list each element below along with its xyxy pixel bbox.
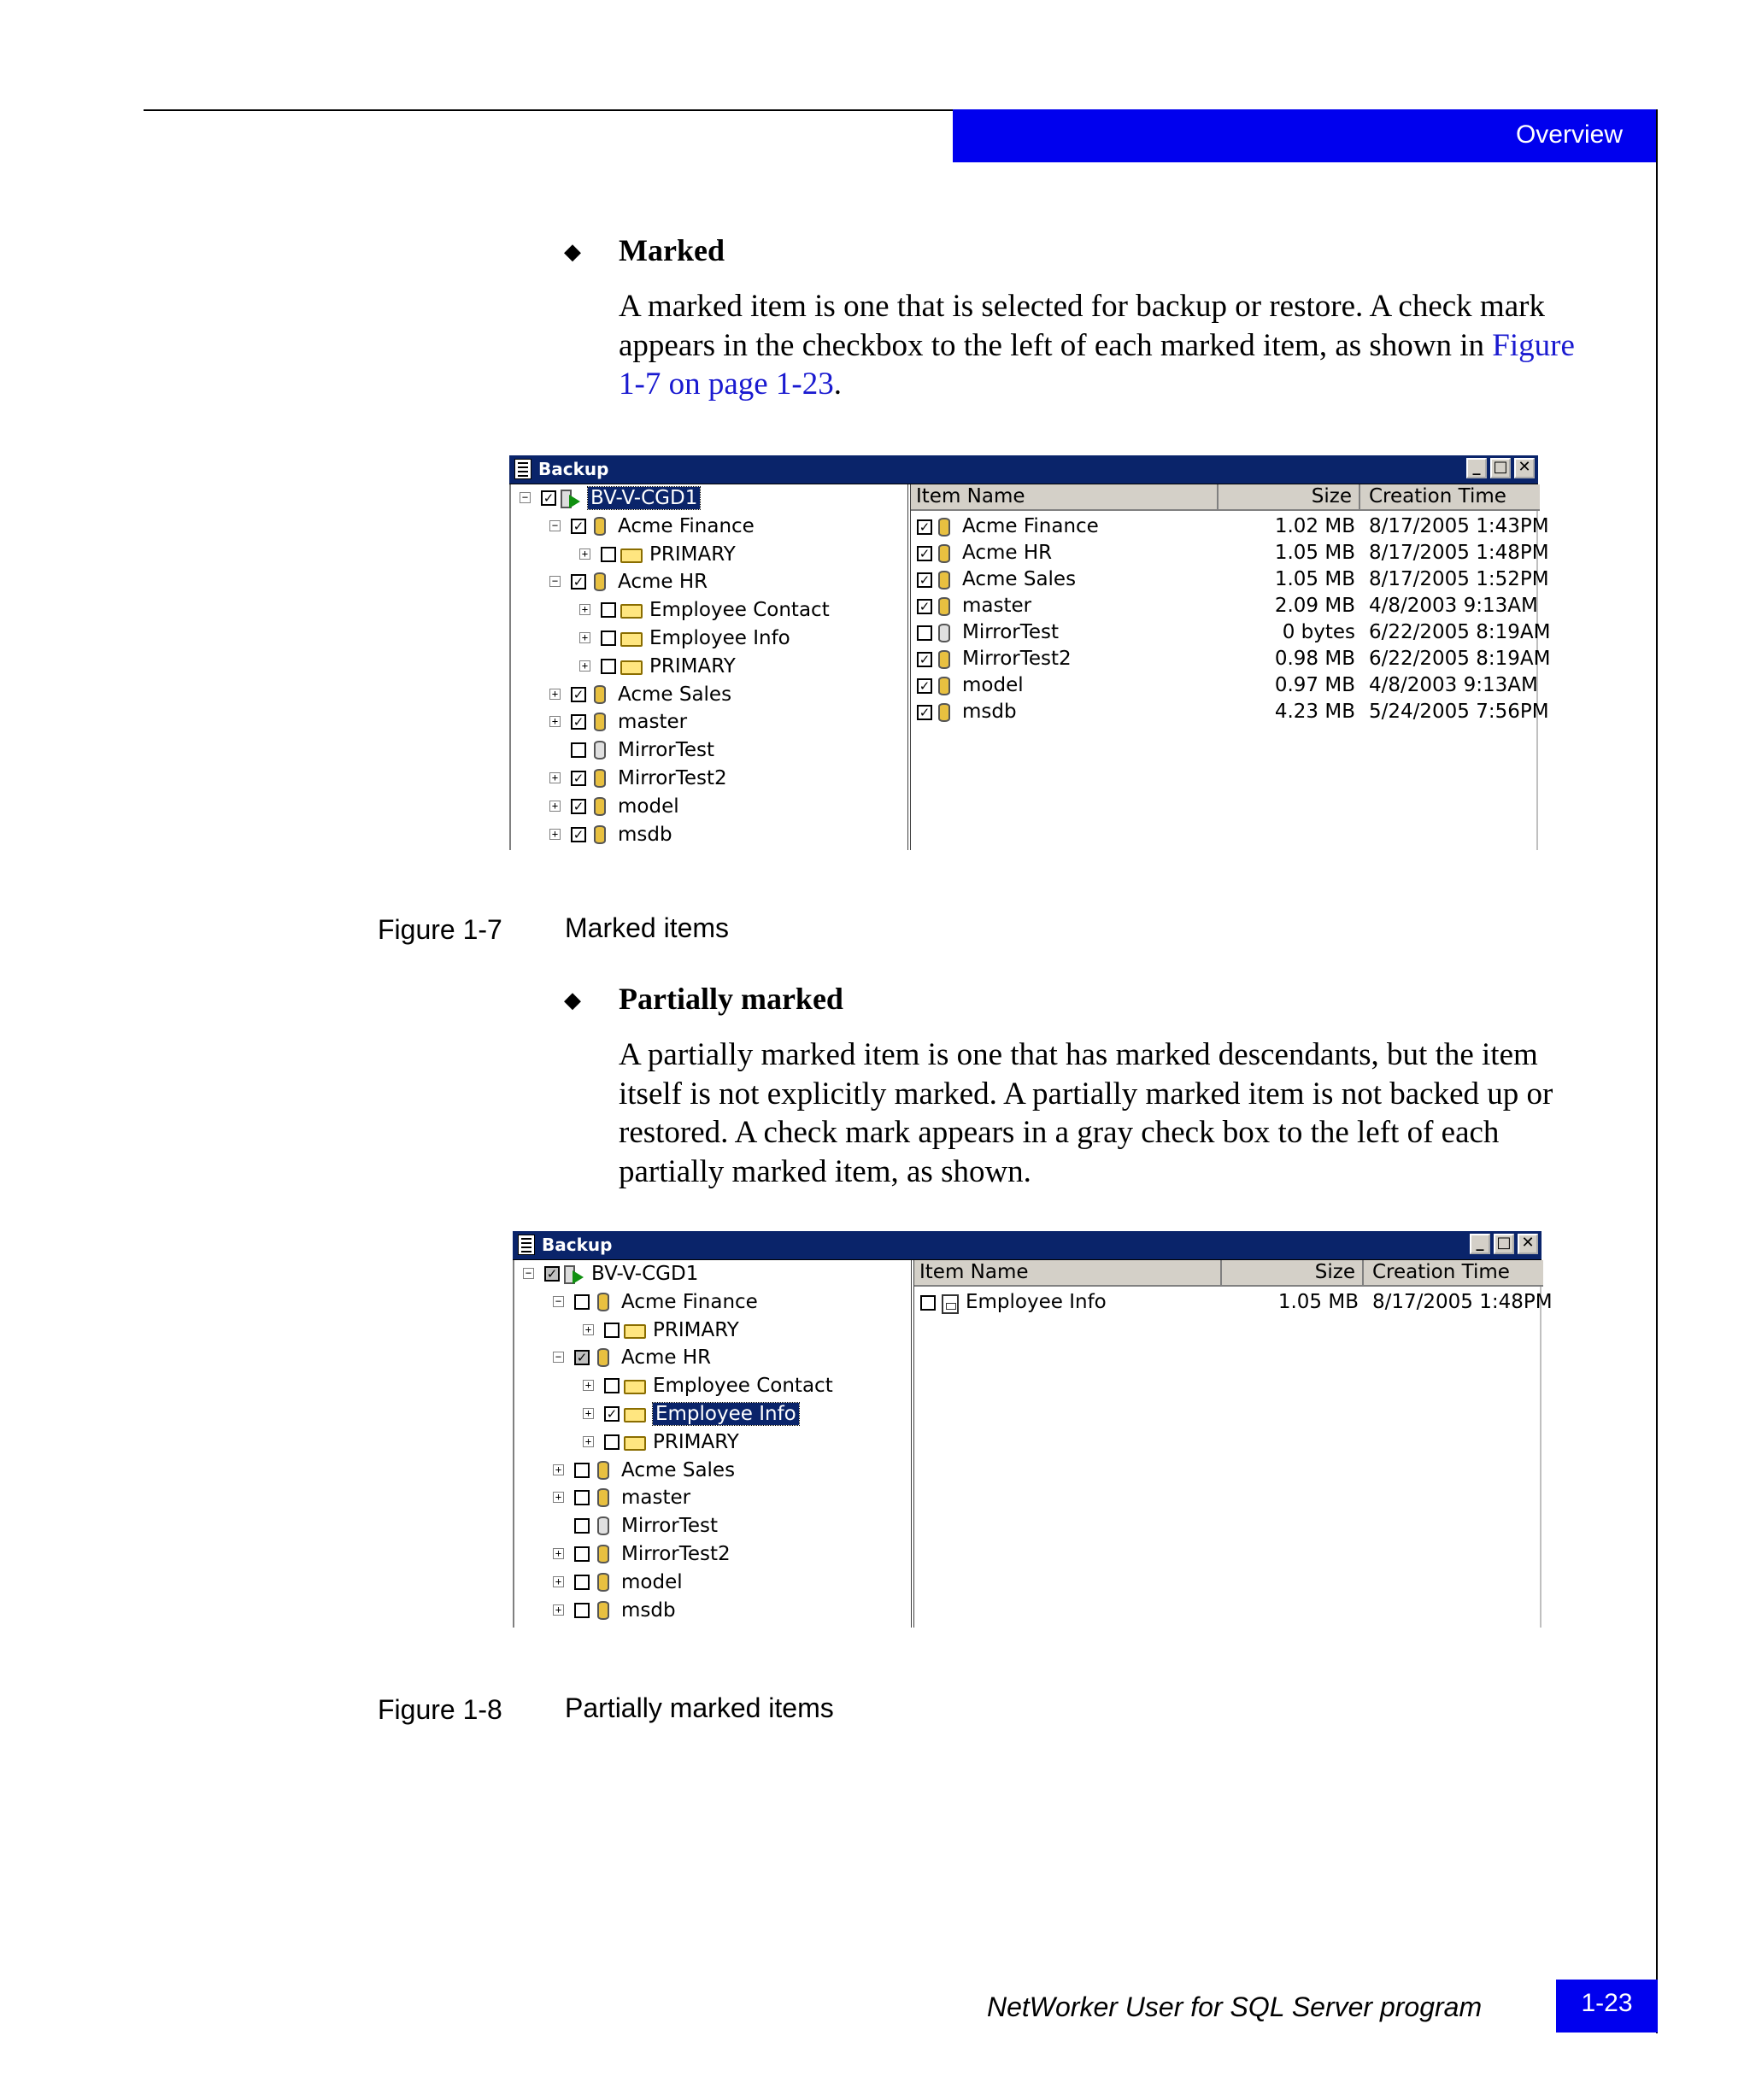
tree-node-label: Employee Contact <box>649 599 830 622</box>
bullet-diamond-icon: ◆ <box>564 987 581 1012</box>
tree-node[interactable] <box>514 1570 907 1596</box>
section-heading-marked: Marked <box>619 233 725 267</box>
tree-node-label: PRIMARY <box>649 543 736 566</box>
checkbox[interactable] <box>574 1603 590 1618</box>
item-creation-time: 6/22/2005 8:19AM <box>1369 621 1551 643</box>
checkbox-checked[interactable]: ✓ <box>541 490 556 506</box>
tree-node[interactable] <box>514 1486 907 1511</box>
list-item[interactable] <box>911 595 1538 621</box>
checkbox-checked[interactable]: ✓ <box>571 574 586 590</box>
item-size: 1.02 MB <box>1274 515 1355 537</box>
item-creation-time: 8/17/2005 1:48PM <box>1372 1291 1553 1313</box>
checkbox[interactable] <box>574 1490 590 1505</box>
tree-pane[interactable] <box>513 1260 913 1628</box>
database-icon <box>938 518 950 537</box>
collapse-icon[interactable]: − <box>553 1296 564 1307</box>
tree-node[interactable] <box>511 654 904 680</box>
database-icon <box>938 571 950 590</box>
tree-node[interactable] <box>514 1458 907 1484</box>
database-icon <box>938 703 950 722</box>
collapse-icon[interactable]: − <box>549 576 561 587</box>
database-icon <box>597 1573 609 1592</box>
database-icon <box>597 1545 609 1563</box>
database-icon <box>594 517 606 536</box>
list-item[interactable] <box>911 568 1549 595</box>
column-header-item-name[interactable]: Item Name <box>914 1260 1222 1287</box>
expand-icon[interactable]: + <box>583 1380 594 1391</box>
tree-node[interactable] <box>514 1514 907 1540</box>
database-icon <box>597 1348 609 1367</box>
section-paragraph-marked <box>619 287 1584 404</box>
app-icon <box>518 1235 535 1255</box>
tree-node-label: model <box>621 1570 683 1593</box>
item-size: 1.05 MB <box>1277 1291 1359 1313</box>
backup-window-partially-marked[interactable] <box>513 1231 1553 1628</box>
tree-node[interactable] <box>514 1290 907 1316</box>
folder-icon <box>620 604 643 619</box>
item-name: Acme Finance <box>962 515 1099 537</box>
tree-node-label: Employee Contact <box>653 1375 833 1398</box>
checkbox[interactable] <box>601 547 616 562</box>
database-icon <box>594 713 606 731</box>
tree-node-label: Employee Info <box>653 1403 799 1425</box>
item-creation-time: 4/8/2003 9:13AM <box>1369 674 1538 696</box>
item-size: 0.97 MB <box>1274 674 1355 696</box>
expand-icon[interactable]: + <box>579 548 590 560</box>
item-name: MirrorTest2 <box>962 648 1072 670</box>
item-name: Employee Info <box>966 1291 1107 1313</box>
checkbox[interactable] <box>574 1575 590 1590</box>
checkbox[interactable] <box>574 1518 590 1534</box>
list-pane[interactable] <box>907 484 1551 850</box>
partial-checkbox[interactable]: ✓ <box>574 1350 590 1365</box>
backup-window-marked[interactable] <box>509 455 1551 850</box>
paragraph-text-end: . <box>833 367 842 402</box>
tree-node-label: Acme Finance <box>621 1290 758 1313</box>
tree-node-label: Acme Finance <box>618 514 755 537</box>
folder-icon <box>624 1380 646 1394</box>
item-creation-time: 6/22/2005 8:19AM <box>1369 648 1551 670</box>
figure-number: Figure 1-7 <box>378 914 502 945</box>
tree-node[interactable] <box>511 570 904 595</box>
tree-node[interactable] <box>514 1374 907 1399</box>
tree-node[interactable] <box>514 1262 907 1288</box>
tree-node[interactable] <box>511 710 904 736</box>
checkbox-checked[interactable]: ✓ <box>604 1406 620 1422</box>
tree-node-label: MirrorTest2 <box>618 767 727 789</box>
item-size: 0 bytes <box>1282 621 1355 643</box>
database-icon <box>938 544 950 563</box>
expand-icon[interactable]: + <box>549 716 561 727</box>
item-size: 1.05 MB <box>1274 568 1355 590</box>
folder-icon <box>620 660 643 675</box>
checkbox-checked[interactable]: ✓ <box>917 652 932 667</box>
item-name: model <box>962 674 1024 696</box>
tree-node[interactable] <box>511 626 904 652</box>
checkbox-checked[interactable]: ✓ <box>571 799 586 814</box>
database-icon <box>597 1488 609 1507</box>
bullet-diamond-icon: ◆ <box>564 238 581 264</box>
section-title: Overview <box>1515 120 1623 149</box>
tree-node[interactable] <box>511 795 904 820</box>
tree-node-label: MirrorTest <box>618 739 715 762</box>
tree-node-label: model <box>618 795 679 818</box>
tree-node-label: PRIMARY <box>653 1430 739 1453</box>
minimize-button[interactable]: _ <box>1470 1234 1490 1254</box>
maximize-button[interactable]: □ <box>1490 458 1511 478</box>
tree-node-label: Acme Sales <box>621 1458 736 1481</box>
checkbox[interactable] <box>574 1546 590 1562</box>
folder-icon <box>624 1436 646 1451</box>
database-icon <box>594 685 606 704</box>
tree-node-label: PRIMARY <box>649 654 736 678</box>
database-icon <box>594 825 606 844</box>
item-creation-time: 4/8/2003 9:13AM <box>1369 595 1538 617</box>
expand-icon[interactable]: + <box>579 632 590 643</box>
checkbox-checked[interactable]: ✓ <box>571 827 586 842</box>
collapse-icon[interactable]: − <box>520 492 531 503</box>
list-item[interactable] <box>911 542 1549 568</box>
expand-icon[interactable]: + <box>583 1324 594 1335</box>
expand-icon[interactable]: + <box>579 604 590 615</box>
server-icon <box>564 1264 584 1286</box>
figure-title: Marked items <box>565 912 730 943</box>
tree-node-label: msdb <box>621 1598 676 1622</box>
checkbox[interactable] <box>920 1295 936 1311</box>
footer-book-title: NetWorker User for SQL Server program <box>987 1991 1483 2022</box>
window-title: Backup <box>538 459 609 479</box>
expand-icon[interactable]: + <box>549 801 561 812</box>
database-icon <box>597 1293 609 1311</box>
item-creation-time: 8/17/2005 1:48PM <box>1369 542 1549 564</box>
tree-node[interactable] <box>511 486 904 512</box>
item-creation-time: 8/17/2005 1:43PM <box>1369 515 1549 537</box>
list-item[interactable] <box>911 515 1549 542</box>
checkbox-checked[interactable]: ✓ <box>571 771 586 786</box>
checkbox-checked[interactable]: ✓ <box>917 599 932 614</box>
tree-node[interactable] <box>511 514 904 540</box>
folder-icon <box>624 1324 646 1339</box>
item-name: master <box>962 595 1032 617</box>
expand-icon[interactable]: + <box>553 1576 564 1587</box>
item-name: msdb <box>962 701 1017 723</box>
expand-icon[interactable]: + <box>583 1408 594 1419</box>
play-arrow-icon <box>569 495 580 508</box>
page-right-rule <box>1656 109 1658 2033</box>
tree-node[interactable] <box>514 1598 907 1624</box>
list-item[interactable] <box>911 621 1551 648</box>
checkbox-checked[interactable]: ✓ <box>571 714 586 730</box>
maximize-button[interactable]: □ <box>1494 1234 1514 1254</box>
database-icon <box>938 597 950 616</box>
checkbox[interactable] <box>601 659 616 674</box>
checkbox-checked[interactable]: ✓ <box>917 572 932 588</box>
tree-node-label: BV-V-CGD1 <box>588 487 700 509</box>
server-icon <box>561 488 581 510</box>
column-header-creation-time[interactable]: Creation Time <box>1364 1260 1543 1287</box>
list-pane[interactable] <box>911 1260 1553 1628</box>
tree-node-label: Acme HR <box>621 1346 712 1370</box>
expand-icon[interactable]: + <box>553 1548 564 1559</box>
window-titlebar[interactable] <box>509 455 1538 484</box>
list-item[interactable] <box>914 1291 1553 1317</box>
tree-node[interactable] <box>511 823 904 848</box>
item-size: 2.09 MB <box>1274 595 1355 617</box>
database-icon <box>597 1461 609 1480</box>
expand-icon[interactable]: + <box>583 1436 594 1447</box>
folder-icon <box>624 1408 646 1422</box>
paragraph-text: A marked item is one that is selected for backup or restore. A check mark appears in the checkbox to the left of each marked item, as shown in <box>619 289 1545 363</box>
tree-pane[interactable] <box>509 484 909 850</box>
item-size: 0.98 MB <box>1274 648 1355 670</box>
tree-node-label: master <box>621 1487 691 1510</box>
item-creation-time: 5/24/2005 7:56PM <box>1369 701 1549 723</box>
tree-node-label: PRIMARY <box>653 1318 739 1341</box>
checkbox-checked[interactable]: ✓ <box>917 705 932 720</box>
column-header-size[interactable]: Size <box>1222 1260 1364 1287</box>
column-header-creation-time[interactable]: Creation Time <box>1360 484 1540 511</box>
checkbox-checked[interactable]: ✓ <box>917 546 932 561</box>
column-header-size[interactable]: Size <box>1219 484 1360 511</box>
tree-node[interactable] <box>511 766 904 792</box>
collapse-icon[interactable]: − <box>523 1268 534 1279</box>
section-heading-partially-marked: Partially marked <box>619 982 843 1016</box>
item-creation-time: 8/17/2005 1:52PM <box>1369 568 1549 590</box>
expand-icon[interactable]: + <box>553 1464 564 1475</box>
database-icon <box>594 572 606 591</box>
tree-node[interactable] <box>511 738 904 764</box>
checkbox[interactable] <box>601 631 616 646</box>
tree-node-label: master <box>618 711 688 734</box>
tree-node-label: Employee Info <box>649 627 790 649</box>
close-button[interactable]: ✕ <box>1514 458 1535 478</box>
checkbox-checked[interactable]: ✓ <box>571 519 586 534</box>
expand-icon[interactable]: + <box>549 689 561 700</box>
page-number: 1-23 <box>1556 1980 1658 2033</box>
figure-number: Figure 1-8 <box>378 1694 502 1725</box>
checkbox-checked[interactable]: ✓ <box>917 519 932 535</box>
partial-checkbox[interactable]: ✓ <box>544 1266 560 1282</box>
expand-icon[interactable]: + <box>553 1492 564 1503</box>
expand-icon[interactable]: + <box>579 660 590 672</box>
item-name: Acme HR <box>962 542 1053 564</box>
checkbox[interactable] <box>574 1294 590 1310</box>
expand-icon[interactable]: + <box>549 772 561 783</box>
checkbox[interactable] <box>571 742 586 758</box>
checkbox[interactable] <box>604 1378 620 1393</box>
item-size: 4.23 MB <box>1274 701 1355 723</box>
tree-node[interactable] <box>511 683 904 708</box>
database-icon <box>938 677 950 695</box>
database-icon <box>594 769 606 788</box>
item-name: MirrorTest <box>962 621 1060 643</box>
checkbox[interactable] <box>604 1434 620 1450</box>
close-button[interactable]: ✕ <box>1518 1234 1538 1254</box>
figure-link[interactable]: Figure 1-7 on page 1-23 <box>619 327 1575 402</box>
item-name: Acme Sales <box>962 568 1077 590</box>
column-header-item-name[interactable]: Item Name <box>911 484 1219 511</box>
checkbox[interactable] <box>604 1323 620 1338</box>
tree-node-label: MirrorTest2 <box>621 1543 731 1565</box>
tree-node[interactable] <box>511 543 904 568</box>
window-title: Backup <box>542 1235 613 1255</box>
section-paragraph-partially-marked: A partially marked item is one that has marked descendants, but the item itself is not explicitly marked. A partially marked item is not backed up or restored. A check mark appears in a gray check box to the left of each partially marked item, as shown. <box>619 1037 1553 1189</box>
database-gray-icon <box>594 741 606 760</box>
database-icon <box>597 1601 609 1620</box>
tree-node-label: msdb <box>618 823 672 846</box>
list-item[interactable] <box>911 648 1551 674</box>
expand-icon[interactable]: + <box>553 1604 564 1616</box>
tree-node[interactable] <box>511 598 904 624</box>
tree-node-label: BV-V-CGD1 <box>591 1263 699 1285</box>
database-gray-icon <box>597 1516 609 1535</box>
play-arrow-icon <box>573 1270 584 1284</box>
tree-node[interactable] <box>514 1402 907 1428</box>
tree-node-label: MirrorTest <box>621 1515 719 1538</box>
tree-node-label: Acme HR <box>618 571 708 594</box>
checkbox-checked[interactable]: ✓ <box>571 687 586 702</box>
tree-node[interactable] <box>514 1430 907 1456</box>
checkbox[interactable] <box>601 602 616 618</box>
folder-icon <box>620 632 643 647</box>
item-size: 1.05 MB <box>1274 542 1355 564</box>
tree-node[interactable] <box>514 1346 907 1371</box>
list-item[interactable] <box>911 701 1549 727</box>
database-icon <box>594 797 606 816</box>
tree-node-label: Acme Sales <box>618 683 732 706</box>
expand-icon[interactable]: + <box>549 829 561 840</box>
list-item[interactable] <box>911 674 1538 701</box>
checkbox-checked[interactable]: ✓ <box>917 678 932 694</box>
database-icon <box>938 650 950 669</box>
collapse-icon[interactable]: − <box>549 520 561 531</box>
figure-title: Partially marked items <box>565 1692 834 1723</box>
app-icon <box>514 459 531 479</box>
tree-node[interactable] <box>514 1542 907 1568</box>
tree-node[interactable] <box>514 1318 907 1344</box>
folder-icon <box>620 548 643 563</box>
minimize-button[interactable]: _ <box>1466 458 1487 478</box>
window-titlebar[interactable] <box>513 1231 1542 1260</box>
checkbox[interactable] <box>917 625 932 641</box>
file-icon <box>942 1294 959 1314</box>
checkbox[interactable] <box>574 1463 590 1478</box>
section-header-bar <box>953 109 1657 162</box>
collapse-icon[interactable]: − <box>553 1352 564 1363</box>
database-gray-icon <box>938 624 950 642</box>
